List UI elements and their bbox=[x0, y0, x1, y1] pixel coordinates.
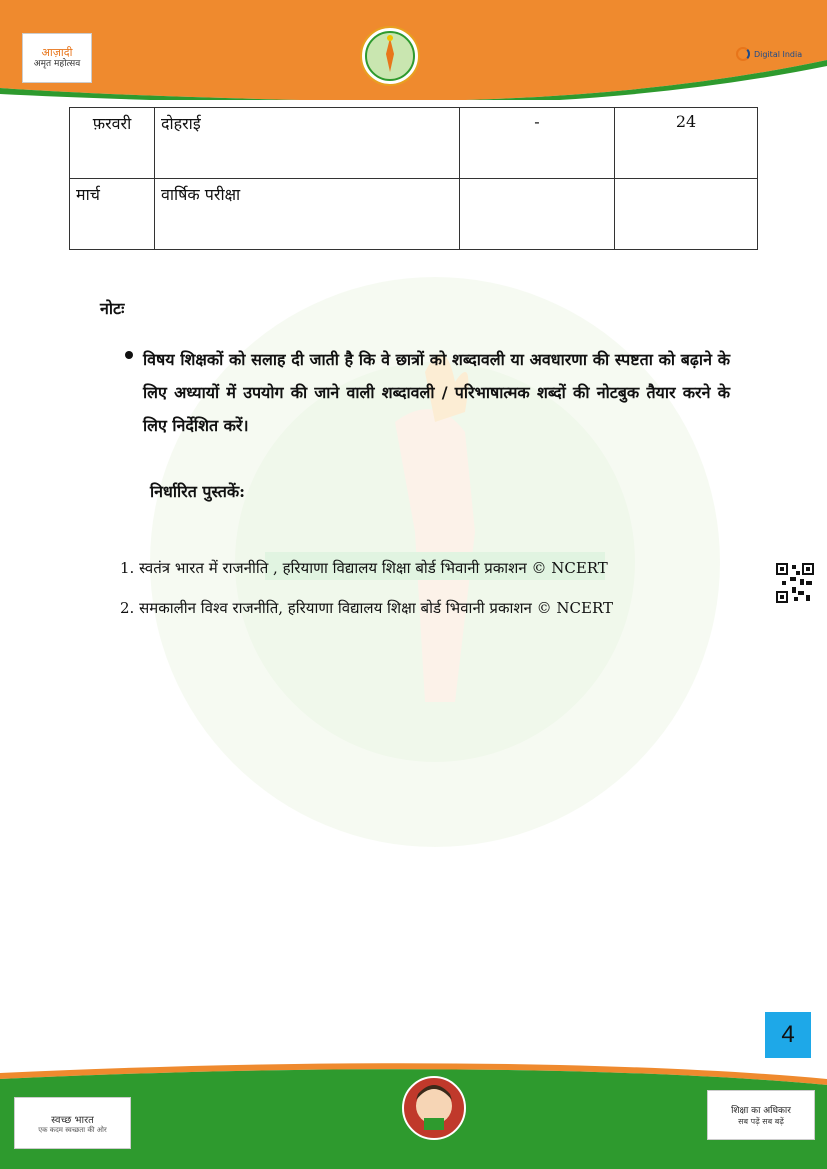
note-bullet-text: विषय शिक्षकों को सलाह दी जाती है कि वे छात्रों को शब्दावली या अवधारणा की स्पष्टता को बढ़ाने के लिए अध्यायों में उपयोग की जाने वाली शब्दावली / परिभाषात्मक शब्दों की नोटबुक तैयार करने के लिए निर्देशित करें। bbox=[143, 350, 730, 435]
topic-cell: वार्षिक परीक्षा bbox=[155, 179, 460, 250]
rte-logo-line2: सब पढ़ें सब बढ़ें bbox=[738, 1117, 784, 1126]
right-to-education-logo bbox=[707, 1090, 815, 1140]
qr-code-icon[interactable] bbox=[776, 563, 814, 603]
note-bullet bbox=[125, 343, 730, 442]
col4-cell bbox=[615, 179, 758, 250]
rte-logo-line1: शिक्षा का अधिकार bbox=[731, 1106, 791, 1116]
prescribed-books-list bbox=[120, 556, 613, 636]
swachh-logo-line2: एक कदम स्वच्छता की ओर bbox=[38, 1125, 107, 1134]
table-row bbox=[70, 179, 758, 250]
table-row bbox=[70, 108, 758, 179]
azadi-ka-amrit-mahotsav-logo bbox=[22, 33, 92, 83]
bullet-icon bbox=[125, 351, 133, 359]
topic-cell: दोहराई bbox=[155, 108, 460, 179]
school-board-emblem-icon bbox=[360, 26, 420, 86]
azadi-logo-line1: आज़ादी bbox=[41, 45, 73, 59]
digital-india-label: Digital India bbox=[754, 49, 803, 59]
azadi-logo-line2: अमृत महोत्सव bbox=[33, 58, 81, 69]
beti-bachao-emblem-icon bbox=[402, 1068, 466, 1148]
col3-cell: - bbox=[460, 108, 615, 179]
digital-india-logo bbox=[736, 44, 806, 64]
note-heading: नोटः bbox=[100, 299, 125, 318]
digital-india-icon bbox=[736, 47, 750, 61]
list-item: 1. स्वतंत्र भारत में राजनीति , हरियाणा विद्यालय शिक्षा बोर्ड भिवानी प्रकाशन © NCERT bbox=[120, 559, 608, 577]
swachh-logo-line1: स्वच्छ भारत bbox=[51, 1114, 94, 1126]
col4-cell: 24 bbox=[615, 108, 758, 179]
list-item: 2. समकालीन विश्व राजनीति, हरियाणा विद्यालय शिक्षा बोर्ड भिवानी प्रकाशन © NCERT bbox=[120, 599, 614, 617]
col3-cell bbox=[460, 179, 615, 250]
page-number: 4 bbox=[765, 1012, 811, 1058]
swachh-bharat-logo bbox=[14, 1097, 131, 1149]
prescribed-books-heading: निर्धारित पुस्तकें: bbox=[150, 482, 246, 501]
schedule-table bbox=[69, 107, 758, 250]
month-cell: फ़रवरी bbox=[70, 108, 155, 179]
month-cell: मार्च bbox=[70, 179, 155, 250]
